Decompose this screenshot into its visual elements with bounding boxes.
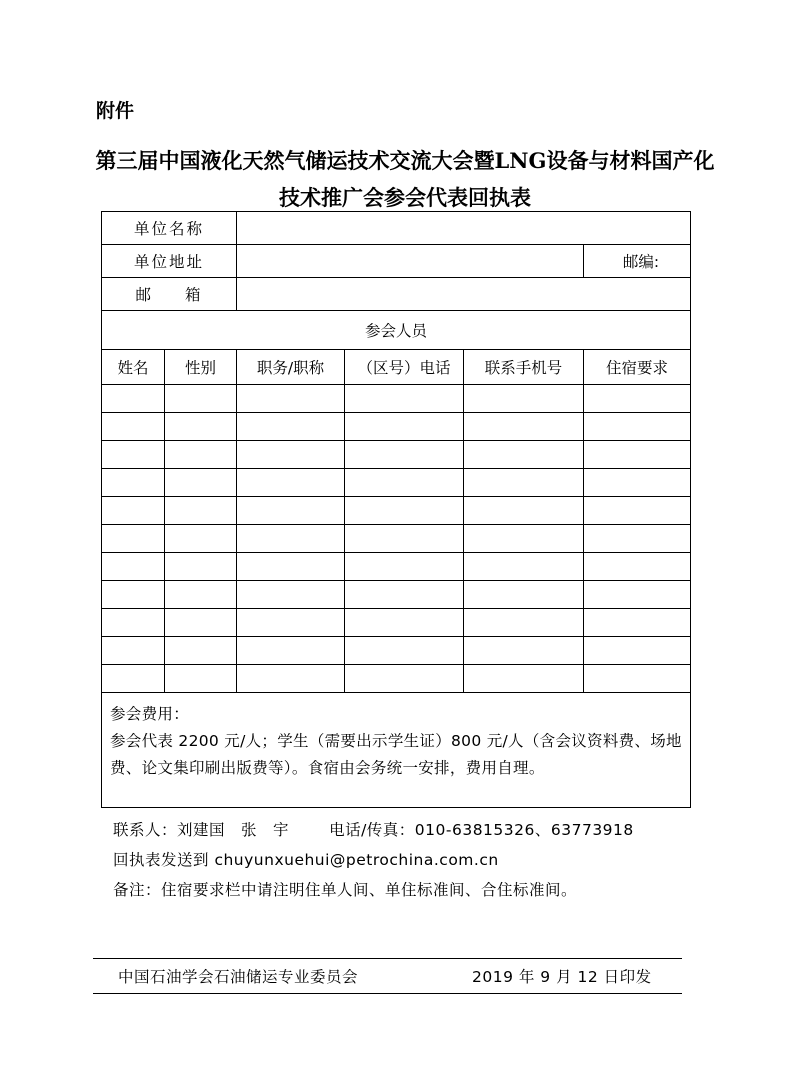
attendee-name-cell[interactable] xyxy=(102,497,165,525)
attendee-mobile-cell[interactable] xyxy=(464,553,584,581)
attendee-mobile-cell[interactable] xyxy=(464,637,584,665)
attendees-header-row xyxy=(102,350,691,385)
attendee-phone-cell[interactable] xyxy=(345,497,464,525)
send-to-email-link[interactable]: chuyunxuehui@petrochina.com.cn xyxy=(214,851,499,869)
attendee-mobile-cell[interactable] xyxy=(464,581,584,609)
attendee-row xyxy=(102,553,691,581)
attendee-name-cell[interactable] xyxy=(102,553,165,581)
attendee-gender-cell[interactable] xyxy=(165,525,237,553)
fee-section xyxy=(102,693,691,808)
attendee-row xyxy=(102,609,691,637)
col-header-position: 职务/职称 xyxy=(237,350,345,385)
attendee-gender-cell[interactable] xyxy=(165,665,237,693)
attendee-accommodation-cell[interactable] xyxy=(584,581,691,609)
fee-description: 参会代表 2200 元/人；学生（需要出示学生证）800 元/人（含会议资料费、场地费、论文集印刷出版费等）。食宿由会务统一安排，费用自理。 xyxy=(110,732,682,777)
contact-person-2b: 宇 xyxy=(273,821,290,839)
footer-organization: 中国石油学会石油储运专业委员会 xyxy=(118,968,359,986)
attendee-rows xyxy=(102,385,691,693)
footer-issue-date: 2019 年 9 月 12 日印发 xyxy=(472,968,652,986)
footer-bottom-rule xyxy=(93,993,682,994)
attendee-gender-cell[interactable] xyxy=(165,413,237,441)
col-header-accommodation: 住宿要求 xyxy=(584,350,691,385)
attendee-mobile-cell[interactable] xyxy=(464,497,584,525)
attendee-phone-cell[interactable] xyxy=(345,441,464,469)
attendee-accommodation-cell[interactable] xyxy=(584,441,691,469)
send-to-label: 回执表发送到 xyxy=(113,851,210,869)
attendee-row xyxy=(102,497,691,525)
attendee-position-cell[interactable] xyxy=(237,441,345,469)
contact-label: 联系人： xyxy=(113,821,178,839)
attendee-position-cell[interactable] xyxy=(237,581,345,609)
col-header-phone: （区号）电话 xyxy=(345,350,464,385)
attendee-accommodation-cell[interactable] xyxy=(584,665,691,693)
remark-line: 备注：住宿要求栏中请注明住单人间、单住标准间、合住标准间。 xyxy=(113,881,578,899)
attendee-gender-cell[interactable] xyxy=(165,385,237,413)
attendee-mobile-cell[interactable] xyxy=(464,609,584,637)
attendee-phone-cell[interactable] xyxy=(345,553,464,581)
send-to-line xyxy=(113,848,499,870)
org-address-label: 单位地址 xyxy=(102,245,237,278)
attendee-accommodation-cell[interactable] xyxy=(584,385,691,413)
attendee-phone-cell[interactable] xyxy=(345,665,464,693)
col-header-name: 姓名 xyxy=(102,350,165,385)
attendees-section-title: 参会人员 xyxy=(102,311,691,350)
attendee-position-cell[interactable] xyxy=(237,637,345,665)
postcode-field[interactable] xyxy=(584,245,691,278)
attendee-accommodation-cell[interactable] xyxy=(584,637,691,665)
attendee-accommodation-cell[interactable] xyxy=(584,497,691,525)
contact-person-1: 刘建国 xyxy=(177,821,226,839)
attendee-position-cell[interactable] xyxy=(237,385,345,413)
attendee-name-cell[interactable] xyxy=(102,637,165,665)
phone-value: 010-63815326、63773918 xyxy=(414,821,634,839)
attendee-position-cell[interactable] xyxy=(237,469,345,497)
attendee-accommodation-cell[interactable] xyxy=(584,469,691,497)
attendee-accommodation-cell[interactable] xyxy=(584,413,691,441)
org-address-field[interactable] xyxy=(237,245,584,278)
attendee-name-cell[interactable] xyxy=(102,441,165,469)
attendee-gender-cell[interactable] xyxy=(165,497,237,525)
attendee-name-cell[interactable] xyxy=(102,385,165,413)
attendee-accommodation-cell[interactable] xyxy=(584,525,691,553)
attendee-row xyxy=(102,581,691,609)
contact-person-2a: 张 xyxy=(241,821,258,839)
attendee-name-cell[interactable] xyxy=(102,469,165,497)
org-name-label: 单位名称 xyxy=(102,212,237,245)
org-name-field[interactable] xyxy=(237,212,691,245)
col-header-mobile: 联系手机号 xyxy=(464,350,584,385)
attendee-row xyxy=(102,469,691,497)
col-header-gender: 性别 xyxy=(165,350,237,385)
attendee-gender-cell[interactable] xyxy=(165,581,237,609)
attendee-mobile-cell[interactable] xyxy=(464,665,584,693)
email-label-cell xyxy=(102,278,237,311)
registration-form-table xyxy=(101,211,691,808)
email-label-part2: 箱 xyxy=(185,286,203,304)
footer-top-rule xyxy=(93,958,682,959)
attendee-accommodation-cell[interactable] xyxy=(584,609,691,637)
attendee-position-cell[interactable] xyxy=(237,497,345,525)
attendee-position-cell[interactable] xyxy=(237,609,345,637)
attendee-phone-cell[interactable] xyxy=(345,469,464,497)
attendee-mobile-cell[interactable] xyxy=(464,525,584,553)
attendee-row xyxy=(102,525,691,553)
attendee-mobile-cell[interactable] xyxy=(464,441,584,469)
attendee-row xyxy=(102,637,691,665)
attendee-row xyxy=(102,441,691,469)
attendee-phone-cell[interactable] xyxy=(345,637,464,665)
attendee-gender-cell[interactable] xyxy=(165,637,237,665)
form-title-line2: 技术推广会参会代表回执表 xyxy=(279,185,531,210)
attendee-phone-cell[interactable] xyxy=(345,525,464,553)
attendee-mobile-cell[interactable] xyxy=(464,413,584,441)
attendee-row xyxy=(102,385,691,413)
attendee-name-cell[interactable] xyxy=(102,581,165,609)
phone-label: 电话/传真： xyxy=(329,821,415,839)
attendee-name-cell[interactable] xyxy=(102,525,165,553)
attachment-label: 附件 xyxy=(96,100,135,122)
attendee-position-cell[interactable] xyxy=(237,525,345,553)
form-title-line1: 第三届中国液化天然气储运技术交流大会暨LNG设备与材料国产化 xyxy=(95,148,715,173)
attendee-phone-cell[interactable] xyxy=(345,385,464,413)
postcode-label: 邮编: xyxy=(622,253,660,271)
attendee-name-cell[interactable] xyxy=(102,413,165,441)
attendee-gender-cell[interactable] xyxy=(165,553,237,581)
attendee-phone-cell[interactable] xyxy=(345,609,464,637)
attendee-gender-cell[interactable] xyxy=(165,441,237,469)
attendee-position-cell[interactable] xyxy=(237,553,345,581)
attendee-name-cell[interactable] xyxy=(102,609,165,637)
contact-line xyxy=(113,818,634,840)
attendee-name-cell[interactable] xyxy=(102,665,165,693)
attendee-phone-cell[interactable] xyxy=(345,581,464,609)
attendee-accommodation-cell[interactable] xyxy=(584,553,691,581)
attendee-gender-cell[interactable] xyxy=(165,469,237,497)
fee-title: 参会费用： xyxy=(110,705,190,723)
attendee-gender-cell[interactable] xyxy=(165,609,237,637)
attendee-row xyxy=(102,665,691,693)
attendee-row xyxy=(102,413,691,441)
attendee-phone-cell[interactable] xyxy=(345,413,464,441)
attendee-mobile-cell[interactable] xyxy=(464,469,584,497)
email-field[interactable] xyxy=(237,278,691,311)
email-label-part1: 邮 xyxy=(135,286,153,304)
attendee-position-cell[interactable] xyxy=(237,413,345,441)
attendee-mobile-cell[interactable] xyxy=(464,385,584,413)
attendee-position-cell[interactable] xyxy=(237,665,345,693)
